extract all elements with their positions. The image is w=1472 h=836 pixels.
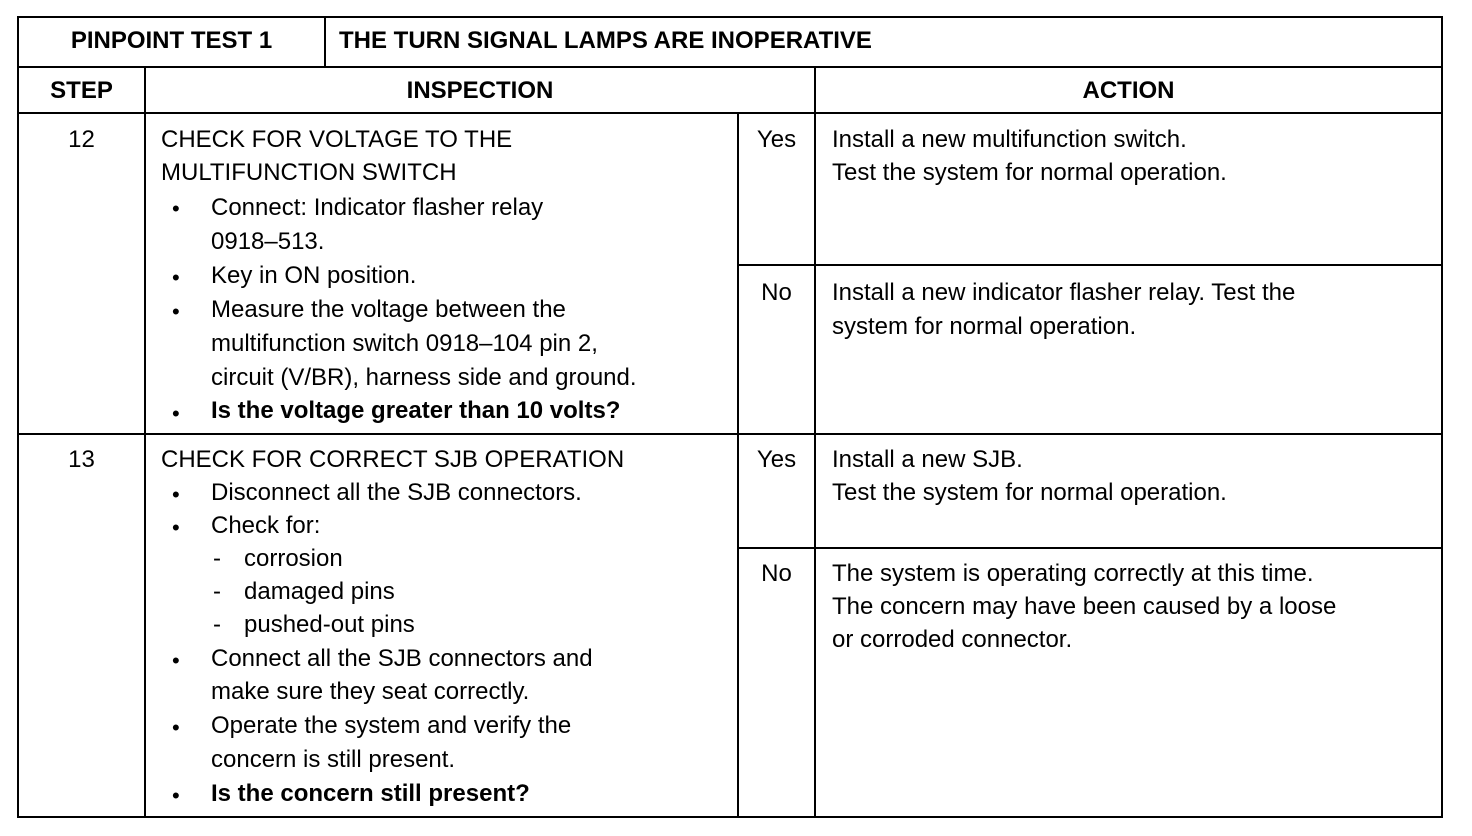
bullet-icon: • — [172, 715, 180, 740]
inspection-item: Operate the system and verify the — [211, 712, 572, 739]
rule-step-column — [144, 66, 146, 818]
inspection-item: 0918–513. — [211, 228, 325, 255]
rule-title-divider — [324, 16, 326, 67]
inspection-item: Disconnect all the SJB connectors. — [211, 479, 582, 506]
step-heading: MULTIFUNCTION SWITCH — [161, 159, 457, 186]
rule-under-column-headers — [17, 112, 1443, 114]
inspection-item: multifunction switch 0918–104 pin 2, — [211, 330, 598, 357]
inspection-item: Connect all the SJB connectors and — [211, 645, 593, 672]
action-text: Install a new indicator flasher relay. Test the — [832, 279, 1296, 306]
rule-action-column — [814, 66, 816, 818]
inspection-question: Is the concern still present? — [211, 780, 530, 807]
column-header-step: STEP — [50, 77, 113, 104]
bullet-icon: • — [172, 196, 180, 221]
rule-between-steps — [17, 433, 1443, 435]
dash-icon: - — [213, 578, 221, 605]
rule-step13-yes-no — [737, 547, 1443, 549]
action-text: The system is operating correctly at this time. — [832, 560, 1314, 587]
no-label: No — [761, 560, 792, 587]
rule-step12-yes-no — [737, 264, 1443, 266]
step-heading: CHECK FOR VOLTAGE TO THE — [161, 126, 513, 153]
bullet-icon: • — [172, 783, 180, 808]
action-text: Install a new SJB. — [832, 446, 1023, 473]
action-text: The concern may have been caused by a loose — [832, 593, 1337, 620]
inspection-item: Connect: Indicator flasher relay — [211, 194, 544, 221]
column-header-action: ACTION — [1082, 77, 1175, 104]
test-label: PINPOINT TEST 1 — [70, 27, 273, 54]
inspection-subitem: pushed-out pins — [244, 611, 415, 638]
dash-icon: - — [213, 545, 221, 572]
inspection-item: Key in ON position. — [211, 262, 417, 289]
column-header-inspection: INSPECTION — [406, 77, 554, 104]
rule-under-title — [17, 66, 1443, 68]
bullet-icon: • — [172, 265, 180, 290]
bullet-icon: • — [172, 299, 180, 324]
step-heading: CHECK FOR CORRECT SJB OPERATION — [161, 446, 625, 473]
action-text: Test the system for normal operation. — [832, 479, 1227, 506]
yes-label: Yes — [756, 446, 797, 473]
bullet-icon: • — [172, 648, 180, 673]
inspection-item: circuit (V/BR), harness side and ground. — [211, 364, 637, 391]
inspection-subitem: damaged pins — [244, 578, 395, 605]
step-number: 12 — [68, 126, 95, 153]
inspection-item: concern is still present. — [211, 746, 456, 773]
inspection-item: Check for: — [211, 512, 321, 539]
action-text: Test the system for normal operation. — [832, 159, 1227, 186]
inspection-item: Measure the voltage between the — [211, 296, 566, 323]
yes-label: Yes — [756, 126, 797, 153]
step-number: 13 — [68, 446, 95, 473]
inspection-question: Is the voltage greater than 10 volts? — [211, 397, 621, 424]
bullet-icon: • — [172, 401, 180, 426]
bullet-icon: • — [172, 515, 180, 540]
test-title: THE TURN SIGNAL LAMPS ARE INOPERATIVE — [339, 27, 872, 54]
action-text: or corroded connector. — [832, 626, 1073, 653]
dash-icon: - — [213, 611, 221, 638]
action-text: Install a new multifunction switch. — [832, 126, 1187, 153]
bullet-icon: • — [172, 482, 180, 507]
action-text: system for normal operation. — [832, 313, 1137, 340]
inspection-item: make sure they seat correctly. — [211, 678, 530, 705]
no-label: No — [761, 279, 792, 306]
inspection-subitem: corrosion — [244, 545, 343, 572]
